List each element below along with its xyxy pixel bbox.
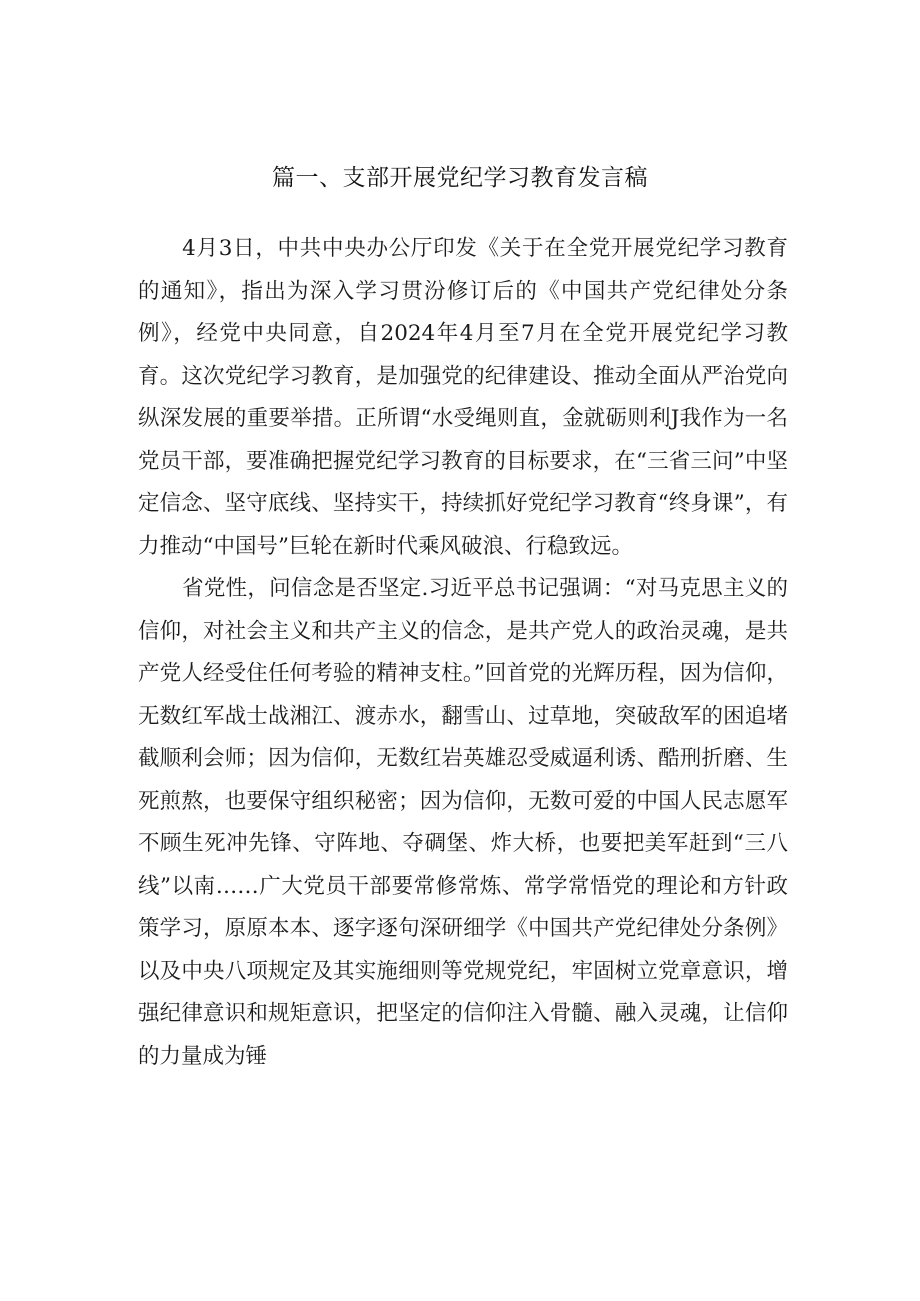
paragraph-1: 4月3日，中共中央办公厅印发《关于在全党开展党纪学习教育的通知》，指出为深入学习贯汾修订后的《中国共产党纪律处分条例》，经党中央同意，自2024年4月至7月在全党开展党纪学习教育。这次党纪学习教育，是加强党的纪律建设、推动全面从严治党向纵深发展的重要举措。正所谓“水受绳则直，金就砺则利J我作为一名党员干部，要准确把握党纪学习教育的目标要求，在“三省三问”中坚定信念、坚守底线、坚持实干，持续抓好党纪学习教育“终身课”，有力推动“中国号”巨轮在新时代乘风破浪、行稳致远。 — [138, 236, 788, 559]
document-body — [138, 228, 788, 1078]
paragraph-2: 省党性，问信念是否坚定.习近平总书记强调：“对马克思主义的信仰，对社会主义和共产主义的信念，是共产党人的政治灵魂，是共产党人经受住任何考验的精神支柱。”回首党的光辉历程，因为信仰，无数红军战士战湘江、渡赤水，翻雪山、过草地，突破敌军的困追堵截顺利会师；因为信仰，无数红岩英雄忍受威逼利诱、酷刑折磨、生死煎熬，也要保守组织秘密；因为信仰，无数可爱的中国人民志愿军不顾生死冲先锋、守阵地、夺碉堡、炸大桥，也要把美军赶到“三八线”以南……广大党员干部要常修常炼、常学常悟党的理论和方针政策学习，原原本本、逐字逐句深研细学《中国共产党纪律处分条例》以及中央八项规定及其实施细则等党规党纪，牢固树立党章意识，增强纪律意识和规矩意识，把坚定的信仰注入骨髓、融入灵魂，让信仰的力量成为锤 — [138, 576, 788, 1069]
document-title: 篇一、支部开展党纪学习教育发言稿 — [272, 165, 648, 191]
